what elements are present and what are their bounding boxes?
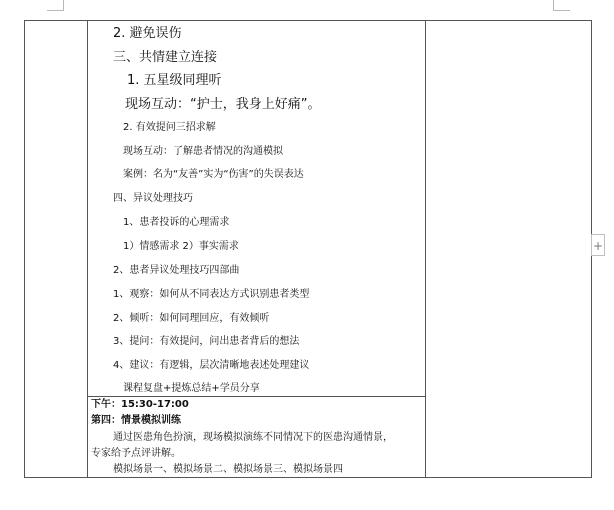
outline-line: 1）情感需求 2）事实需求 (123, 241, 239, 252)
afternoon-time: 下午：15:30-17:00 (91, 399, 189, 410)
table-row-divider (87, 396, 425, 397)
outline-line: 2、倾听：如何同理回应，有效倾听 (113, 313, 270, 324)
outline-line: 现场互动：了解患者情况的沟通模拟 (123, 146, 283, 157)
outline-line: 1. 五星级同理听 (127, 73, 222, 88)
description-line: 通过医患角色扮演，现场模拟演练不同情况下的医患沟通情景， (113, 432, 393, 443)
outline-line: 4、建议：有逻辑，层次清晰地表述处理建议 (113, 360, 310, 371)
section-title: 第四：情景模拟训练 (91, 415, 181, 426)
scenario-list: 模拟场景一、模拟场景二、模拟场景三、模拟场景四 (113, 464, 343, 475)
table-column-divider-left (87, 21, 88, 477)
outline-line: 1、观察：如何从不同表达方式识别患者类型 (113, 289, 310, 300)
page-corner-mark-right (553, 0, 570, 11)
page-corner-mark-left (47, 0, 64, 11)
outline-line: 现场互动：“护士，我身上好痛”。 (125, 97, 321, 112)
outline-line: 2. 有效提问三招求解 (123, 122, 216, 133)
section-heading: 三、共情建立连接 (113, 50, 218, 65)
outline-line: 3、提问：有效提问，问出患者背后的想法 (113, 336, 300, 347)
outline-line: 2. 避免误伤 (113, 26, 182, 41)
outline-line: 1、患者投诉的心理需求 (123, 217, 230, 228)
outline-line: 2、患者异议处理技巧四部曲 (113, 265, 240, 276)
section-heading: 四、异议处理技巧 (113, 193, 193, 204)
outline-line: 课程复盘+提炼总结+学员分享 (123, 383, 260, 394)
add-row-button[interactable]: + (591, 234, 605, 256)
outline-line: 案例：名为“友善”实为“伤害”的失误表达 (123, 169, 304, 180)
description-line: 专家给予点评讲解。 (91, 448, 181, 459)
table-column-divider-right (425, 21, 426, 477)
